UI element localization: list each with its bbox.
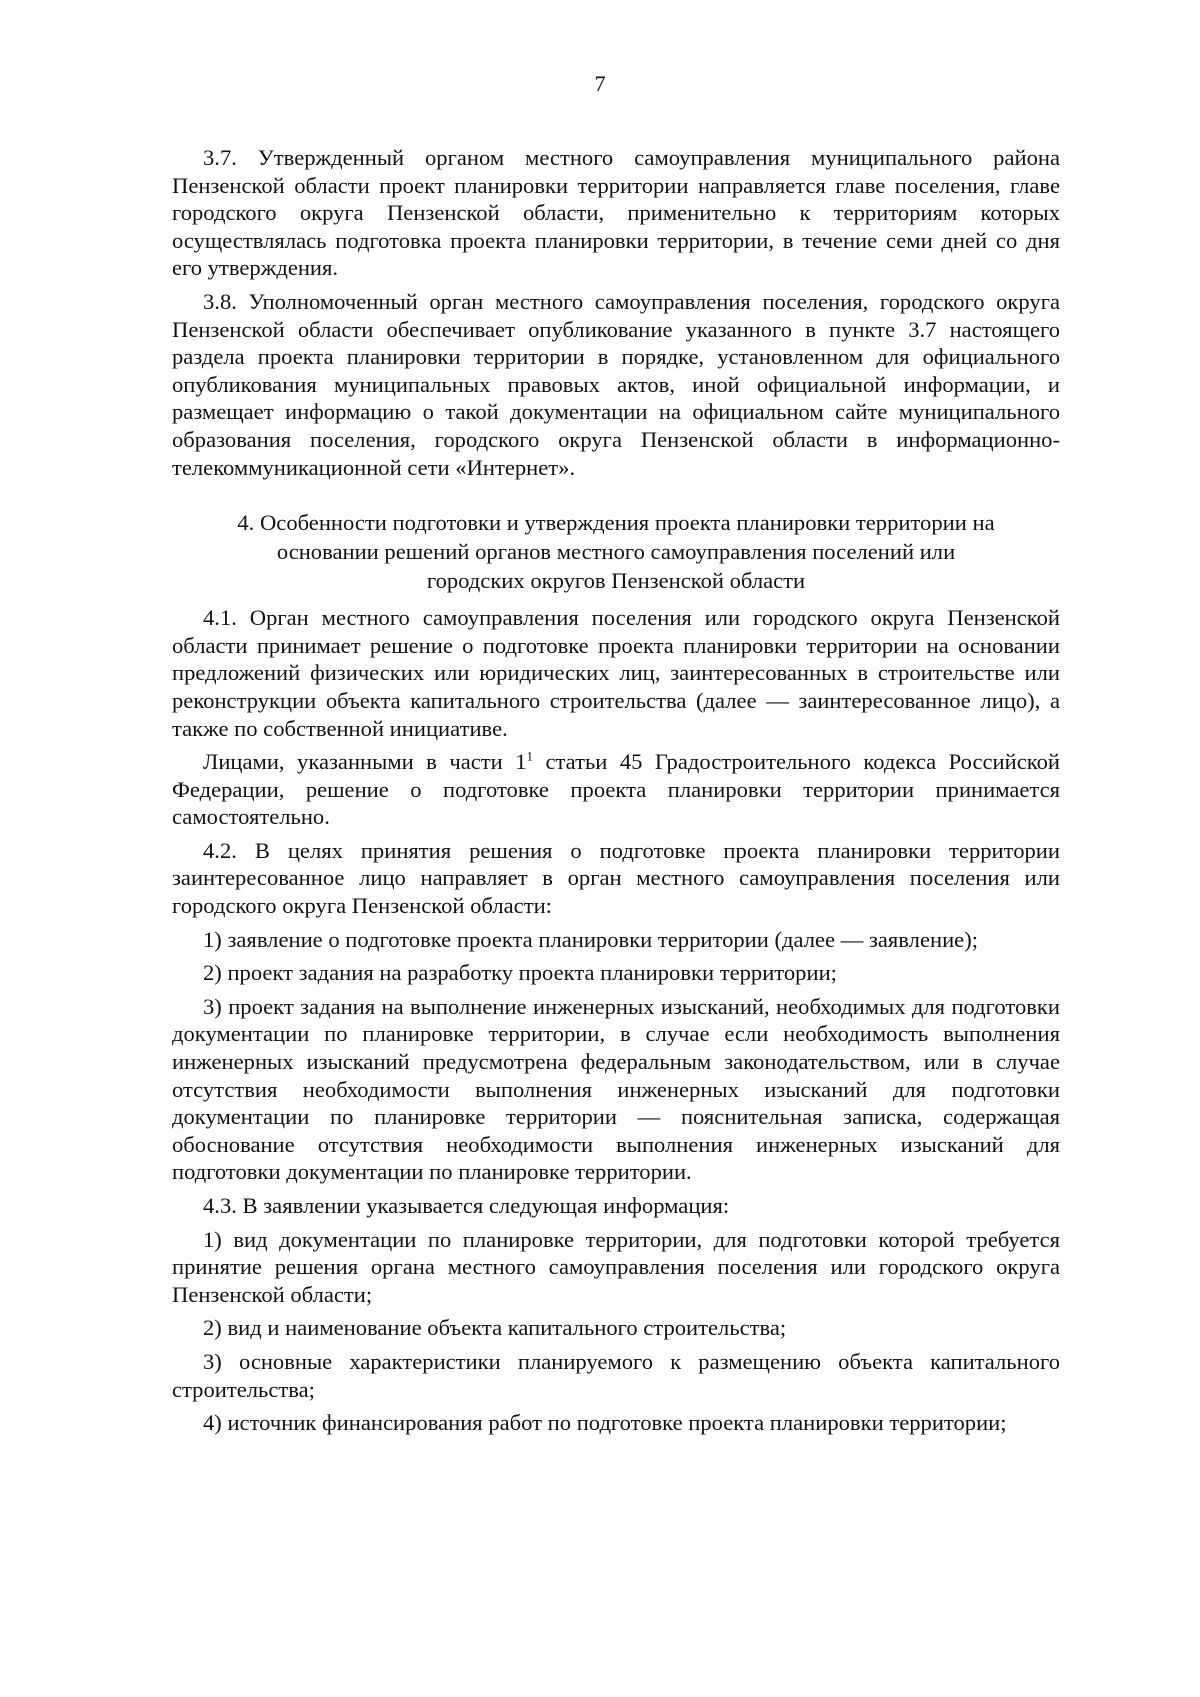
paragraph-persons-end: статьи 45 Градостроительного кодекса Российской Федерации, решение о подготовке проекта планировки территории принимается самостоятельно. <box>172 749 1060 830</box>
paragraph-3-7: 3.7. Утвержденный органом местного самоуправления муниципального района Пензенской области проект планировки территории направляется главе поселения, главе городского округа Пензенской области, применительно к территориям которых осуществлялась подготовка проекта планировки территории, в течение семи дней со дня его утверждения. <box>172 145 1060 281</box>
section-heading-line: основании решений органов местного самоуправления поселений или <box>276 539 956 565</box>
paragraph-4-3: 4.3. В заявлении указывается следующая информация: <box>203 1193 730 1218</box>
list-item: 2) проект задания на разработку проекта планировки территории; <box>203 960 837 986</box>
paragraph-persons-start: Лицами, указанными в части 1 <box>203 749 527 775</box>
page-number: 7 <box>594 71 606 96</box>
section-heading-line: городских округов Пензенской области <box>426 568 806 594</box>
document-body <box>172 144 1060 1443</box>
paragraph-4-2: 4.2. В целях принятия решения о подготовке проекта планировки территории заинтересованное лицо направляет в орган местного самоуправления поселения или городского округа Пензенской области: <box>172 837 1060 919</box>
list-item: 1) заявление о подготовке проекта планировки территории (далее — заявление); <box>203 926 978 952</box>
list-item: 4) источник финансирования работ по подготовке проекта планировки территории; <box>203 1410 1007 1436</box>
list-item: 3) основные характеристики планируемого к размещению объекта капитального строительства; <box>172 1348 1060 1402</box>
list-item: 1) вид документации по планировке территории, для подготовки которой требуется принятие решения органа местного самоуправления поселения или городского округа Пензенской области; <box>172 1226 1060 1307</box>
superscript-marker: 1 <box>526 748 533 764</box>
paragraph-persons <box>172 748 1060 831</box>
list-item: 3) проект задания на выполнение инженерных изысканий, необходимых для подготовки документации по планировке территории, в случае если необходимость выполнения инженерных изысканий предусмотрена федеральным законодательством, или в случае отсутствия необходимости выполнения инженерных изысканий для подготовки документации по планировке территории — пояснительная записка, содержащая обоснование отсутствия необходимости выполнения инженерных изысканий для подготовки документации по планировке территории. <box>172 993 1060 1185</box>
paragraph-3-8: 3.8. Уполномоченный орган местного самоуправления поселения, городского округа Пензенской области обеспечивает опубликование указанного в пункте 3.7 настоящего раздела проекта планировки территории в порядке, установленном для официального опубликования муниципальных правовых актов, иной официальной информации, и размещает информацию о такой документации на официальном сайте муниципального образования поселения, городского округа Пензенской области в информационно-телекоммуникационной сети «Интернет». <box>172 288 1060 480</box>
section-heading-line: 4. Особенности подготовки и утверждения проекта планировки территории на <box>237 510 995 536</box>
paragraph-4-1: 4.1. Орган местного самоуправления поселения или городского округа Пензенской области принимает решение о подготовке проекта планировки территории на основании предложений физических или юридических лиц, заинтересованных в строительстве или реконструкции объекта капитального строительства (далее — заинтересованное лицо), а также по собственной инициативе. <box>172 605 1060 741</box>
section-heading-4 <box>172 508 1060 595</box>
list-item: 2) вид и наименование объекта капитального строительства; <box>203 1315 787 1341</box>
